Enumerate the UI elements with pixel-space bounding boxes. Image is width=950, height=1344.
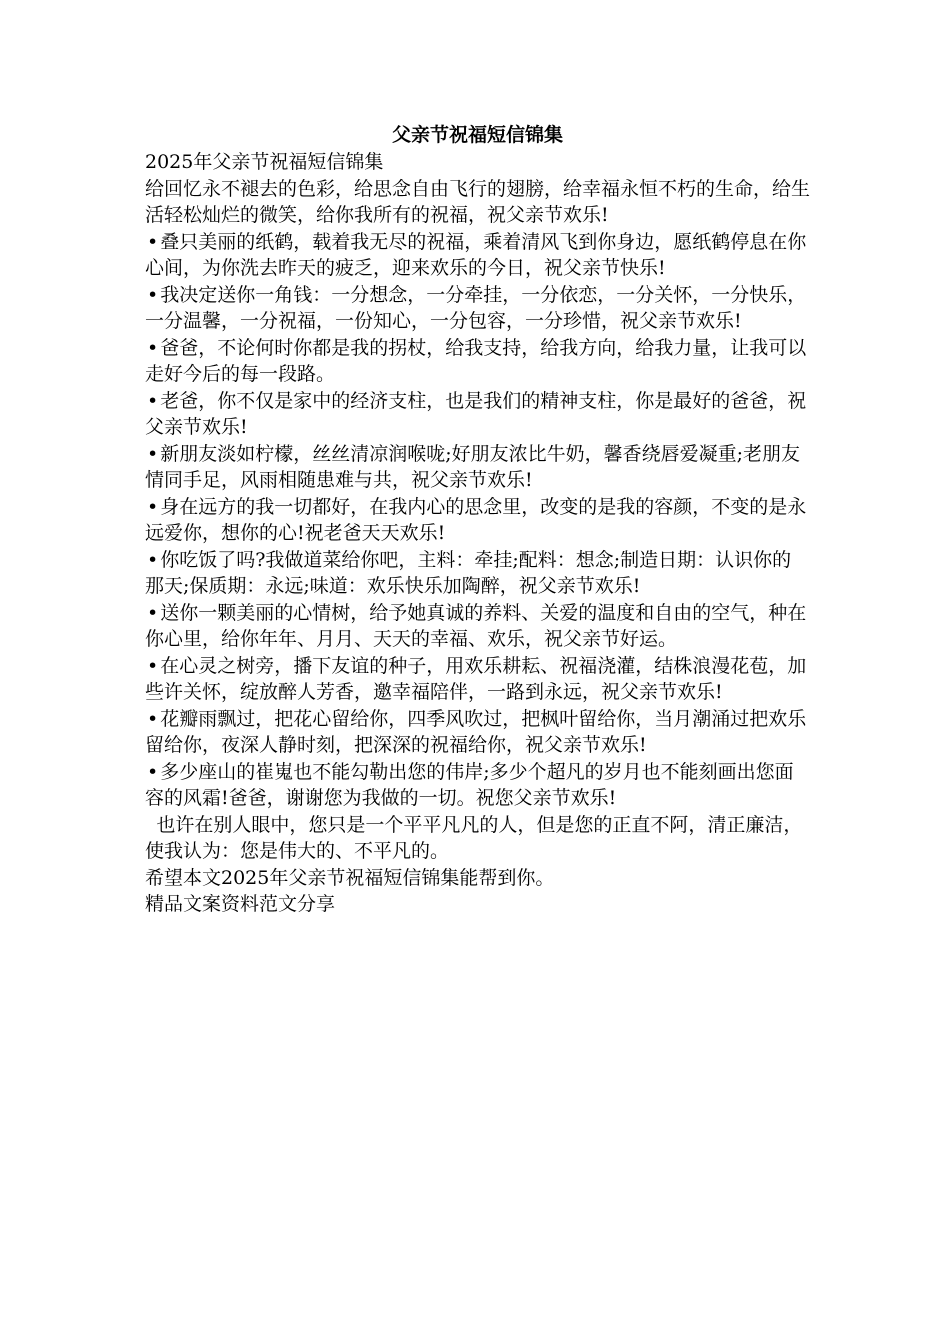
bullet-paragraph: • 花瓣雨飘过，把花心留给你，四季风吹过，把枫叶留给你，当月潮涌过把欢乐留给你，夜深人静时刻，把深深的祝福给你，祝父亲节欢乐! <box>145 706 810 759</box>
bullet-paragraph: • 身在远方的我一切都好，在我内心的思念里，改变的是我的容颜，不变的是永远爱你，想你的心!祝老爸天天欢乐! <box>145 494 810 547</box>
document-body <box>145 121 810 918</box>
bullet-paragraph: • 你吃饭了吗?我做道菜给你吧，主料：牵挂;配料：想念;制造日期：认识你的那天;保质期：永远;味道：欢乐快乐加陶醉，祝父亲节欢乐! <box>145 547 810 600</box>
bullet-paragraph: • 新朋友淡如柠檬，丝丝清凉润喉咙;好朋友浓比牛奶，馨香绕唇爱凝重;老朋友情同手足，风雨相随患难与共，祝父亲节欢乐! <box>145 441 810 494</box>
document-title: 父亲节祝福短信锦集 <box>391 124 563 146</box>
document-subtitle: 2025年父亲节祝福短信锦集 <box>145 151 384 173</box>
bullet-paragraph: • 多少座山的崔嵬也不能勾勒出您的伟岸;多少个超凡的岁月也不能刻画出您面容的风霜!爸爸，谢谢您为我做的一切。祝您父亲节欢乐! <box>145 759 810 812</box>
bullet-paragraph: • 叠只美丽的纸鹤，载着我无尽的祝福，乘着清风飞到你身边，愿纸鹤停息在你心间，为你洗去昨天的疲乏，迎来欢乐的今日，祝父亲节快乐! <box>145 229 810 282</box>
bullet-paragraph: • 爸爸，不论何时你都是我的拐杖，给我支持，给我方向，给我力量，让我可以走好今后的每一段路。 <box>145 335 810 388</box>
bullet-paragraph: • 送你一颗美丽的心情树，给予她真诚的养料、关爱的温度和自由的空气，种在你心里，给你年年、月月、天天的幸福、欢乐，祝父亲节好运。 <box>145 600 810 653</box>
bullet-paragraph: • 我决定送你一角钱：一分想念，一分牵挂，一分依恋，一分关怀，一分快乐，一分温馨，一分祝福，一份知心，一分包容，一分珍惜，祝父亲节欢乐! <box>145 282 810 335</box>
bullet-paragraph: • 在心灵之树旁，播下友谊的种子，用欢乐耕耘、祝福浇灌，结株浪漫花苞，加些许关怀，绽放醉人芳香，邀幸福陪伴，一路到永远，祝父亲节欢乐! <box>145 653 810 706</box>
intro-paragraph: 给回忆永不褪去的色彩，给思念自由飞行的翅膀，给幸福永恒不朽的生命，给生活轻松灿烂的微笑，给你我所有的祝福，祝父亲节欢乐! <box>145 177 811 226</box>
extra-paragraph: 也许在别人眼中，您只是一个平平凡凡的人，但是您的正直不阿，清正廉洁，使我认为：您是伟大的、不平凡的。 <box>145 813 803 862</box>
bullet-paragraph: • 老爸，你不仅是家中的经济支柱，也是我们的精神支柱，你是最好的爸爸，祝父亲节欢乐! <box>145 388 810 441</box>
closing-line: 希望本文2025年父亲节祝福短信锦集能帮到你。 <box>145 866 555 889</box>
footer-line: 精品文案资料范文分享 <box>145 893 336 915</box>
